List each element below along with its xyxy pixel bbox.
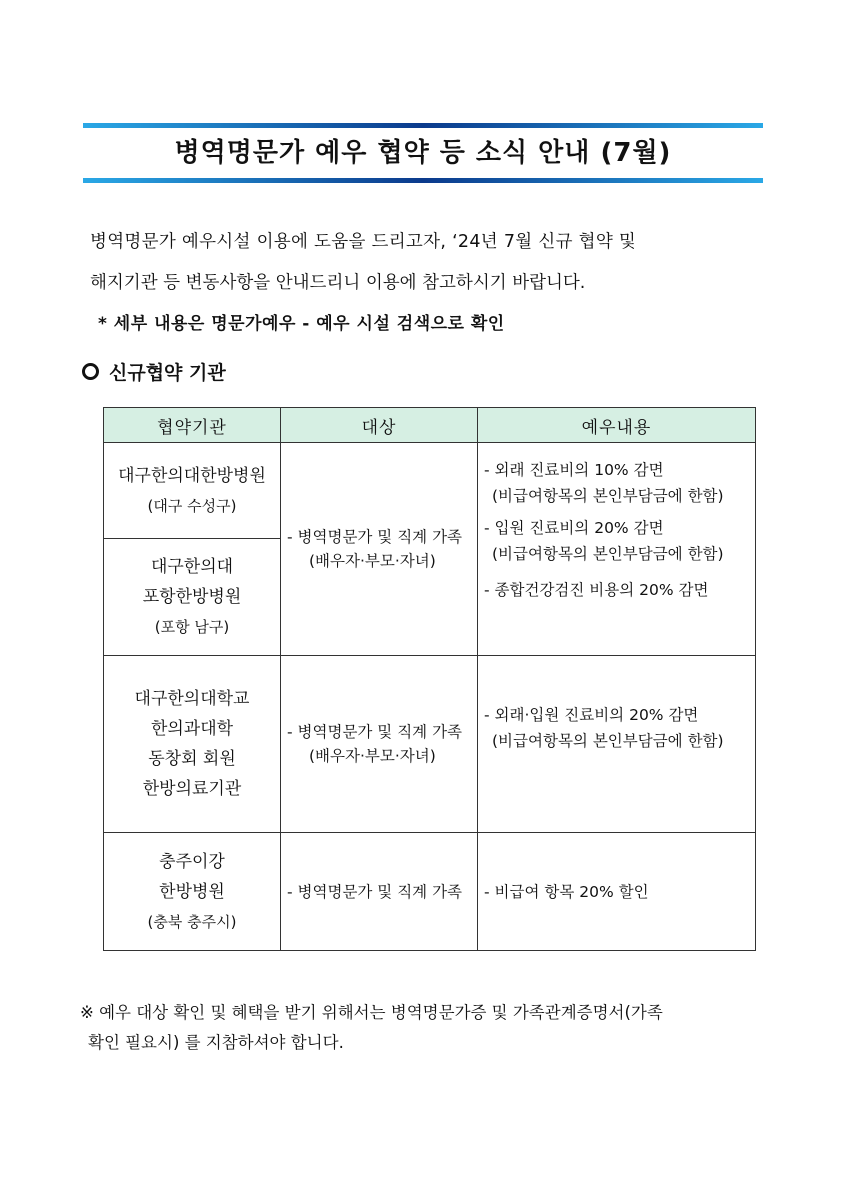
table-row [104,833,756,951]
header-org: 협약기관 [104,408,281,443]
org-name: 대구한의대한방병원 [118,465,266,486]
table-row [104,443,756,539]
target-line: (배우자·부모·자녀) [309,747,436,765]
benefit-line: (비급여항목의 본인부담금에 한함) [492,487,724,505]
benefit-line: - 외래·입원 진료비의 20% 감면 [484,706,699,724]
table-row [104,656,756,833]
header-target: 대상 [281,408,478,443]
header-benefit: 예우내용 [478,408,756,443]
benefit-cell [478,656,756,833]
benefit-line: - 입원 진료비의 20% 감면 [484,519,664,537]
agreement-table [103,407,756,951]
org-cell [104,443,281,539]
benefit-cell [478,443,756,656]
target-line: (배우자·부모·자녀) [309,552,436,570]
title-box [83,123,763,183]
title-top-bar [83,123,763,128]
intro-note: * 세부 내용은 명문가예우 - 예우 시설 검색으로 확인 [98,314,505,334]
section-heading [82,358,226,385]
target-cell [281,443,478,656]
target-line: - 병역명문가 및 직계 가족 [287,528,463,546]
org-name: 한방병원 [159,881,225,902]
benefit-line: (비급여항목의 본인부담금에 한함) [492,545,724,563]
org-name: 대구한의대 [150,557,234,577]
org-name: 충주이강 [159,851,225,872]
circle-bullet-icon [82,363,99,380]
benefit-line: (비급여항목의 본인부담금에 한함) [492,732,724,750]
intro-paragraph [90,222,770,304]
org-location: (충북 충주시) [147,912,237,931]
org-location: (대구 수성구) [147,496,237,515]
benefit-line: - 종합건강검진 비용의 20% 감면 [484,581,709,599]
intro-line-1: 병역명문가 예우시설 이용에 도움을 드리고자, ‘24년 7월 신규 협약 및 [90,232,637,252]
benefit-line: - 비급여 항목 20% 할인 [484,882,649,901]
org-name: 한방의료기관 [142,779,242,799]
target-line: - 병역명문가 및 직계 가족 [287,723,463,741]
org-name: 대구한의대학교 [134,689,250,709]
org-name: 동창회 회원 [148,749,236,769]
title-bottom-bar [83,178,763,183]
org-location: (포항 남구) [154,618,230,636]
footer-line-1: ※ 예우 대상 확인 및 혜택을 받기 위해서는 병역명문가증 및 가족관계증명서(가족 [80,1003,663,1022]
benefit-line: - 외래 진료비의 10% 감면 [484,461,664,479]
org-cell [104,833,281,951]
table-header-row [104,408,756,443]
org-name: 포항한방병원 [142,587,242,607]
org-cell [104,539,281,656]
org-name: 한의과대학 [150,719,234,739]
page-title: 병역명문가 예우 협약 등 소식 안내 (7월) [174,138,672,168]
intro-line-2: 해지기관 등 변동사항을 안내드리니 이용에 참고하시기 바랍니다. [90,273,586,293]
footer-note [80,998,663,1058]
benefit-cell [478,833,756,951]
target-cell [281,833,478,951]
org-cell [104,656,281,833]
footer-line-2: 확인 필요시) 를 지참하셔야 합니다. [88,1033,344,1052]
target-cell [281,656,478,833]
target-line: - 병역명문가 및 직계 가족 [287,882,463,901]
section-title: 신규협약 기관 [109,362,226,384]
